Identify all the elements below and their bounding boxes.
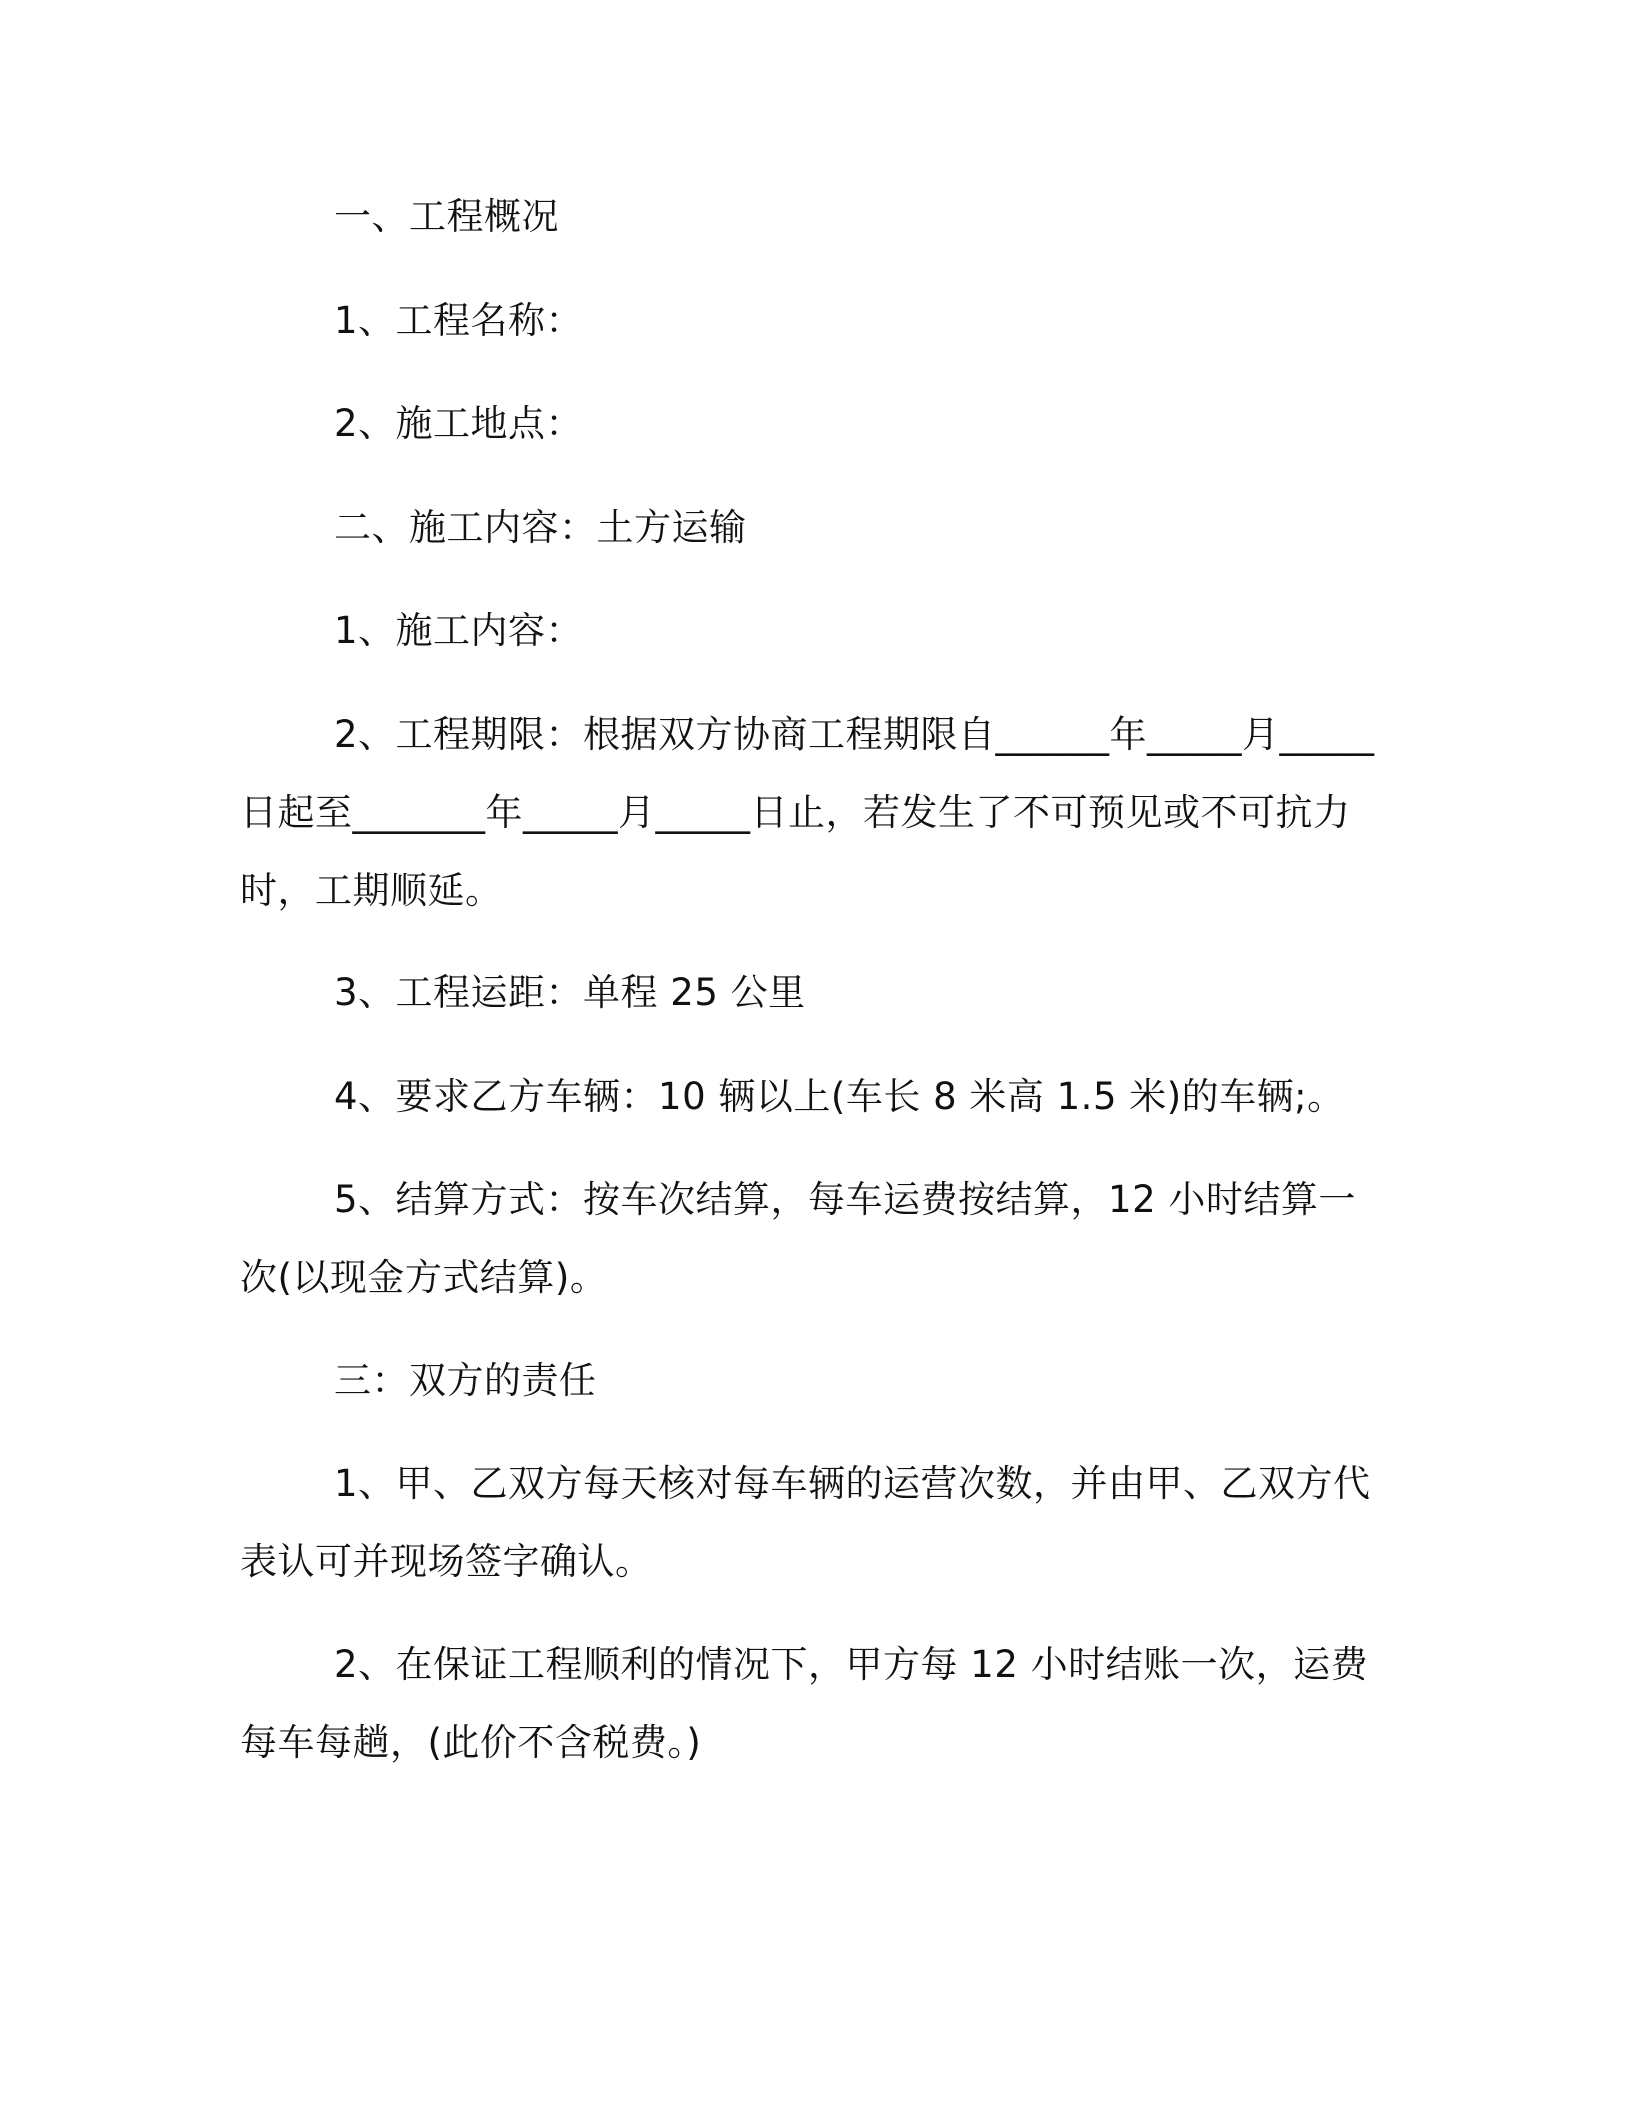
section-heading-project-overview: 一、工程概况 xyxy=(334,195,559,238)
section-heading-construction-content: 二、施工内容：土方运输 xyxy=(334,506,747,549)
item-responsibility-1: 1、甲、乙双方每天核对每车辆的运营次数，并由甲、乙双方代表认可并现场签字确认。 xyxy=(240,1462,1371,1583)
section-heading-responsibilities: 三：双方的责任 xyxy=(334,1359,597,1402)
item-project-duration: 2、工程期限：根据双方协商工程期限自______年_____月_____日起至_______年_____月_____日止，若发生了不可预见或不可抗力时，工期顺延。 xyxy=(240,713,1375,912)
item-project-name: 1、工程名称： xyxy=(334,299,584,342)
item-vehicle-requirement: 4、要求乙方车辆：10 辆以上(车长 8 米高 1.5 米)的车辆;。 xyxy=(334,1075,1345,1118)
item-responsibility-2: 2、在保证工程顺利的情况下，甲方每 12 小时结账一次，运费每车每趟，(此价不含税费。) xyxy=(240,1643,1369,1764)
item-settlement-method: 5、结算方式：按车次结算，每车运费按结算，12 小时结算一次(以现金方式结算)。 xyxy=(240,1178,1356,1299)
item-construction-site: 2、施工地点： xyxy=(334,402,584,445)
item-transport-distance: 3、工程运距：单程 25 公里 xyxy=(334,971,806,1014)
item-construction-content: 1、施工内容： xyxy=(334,609,584,652)
